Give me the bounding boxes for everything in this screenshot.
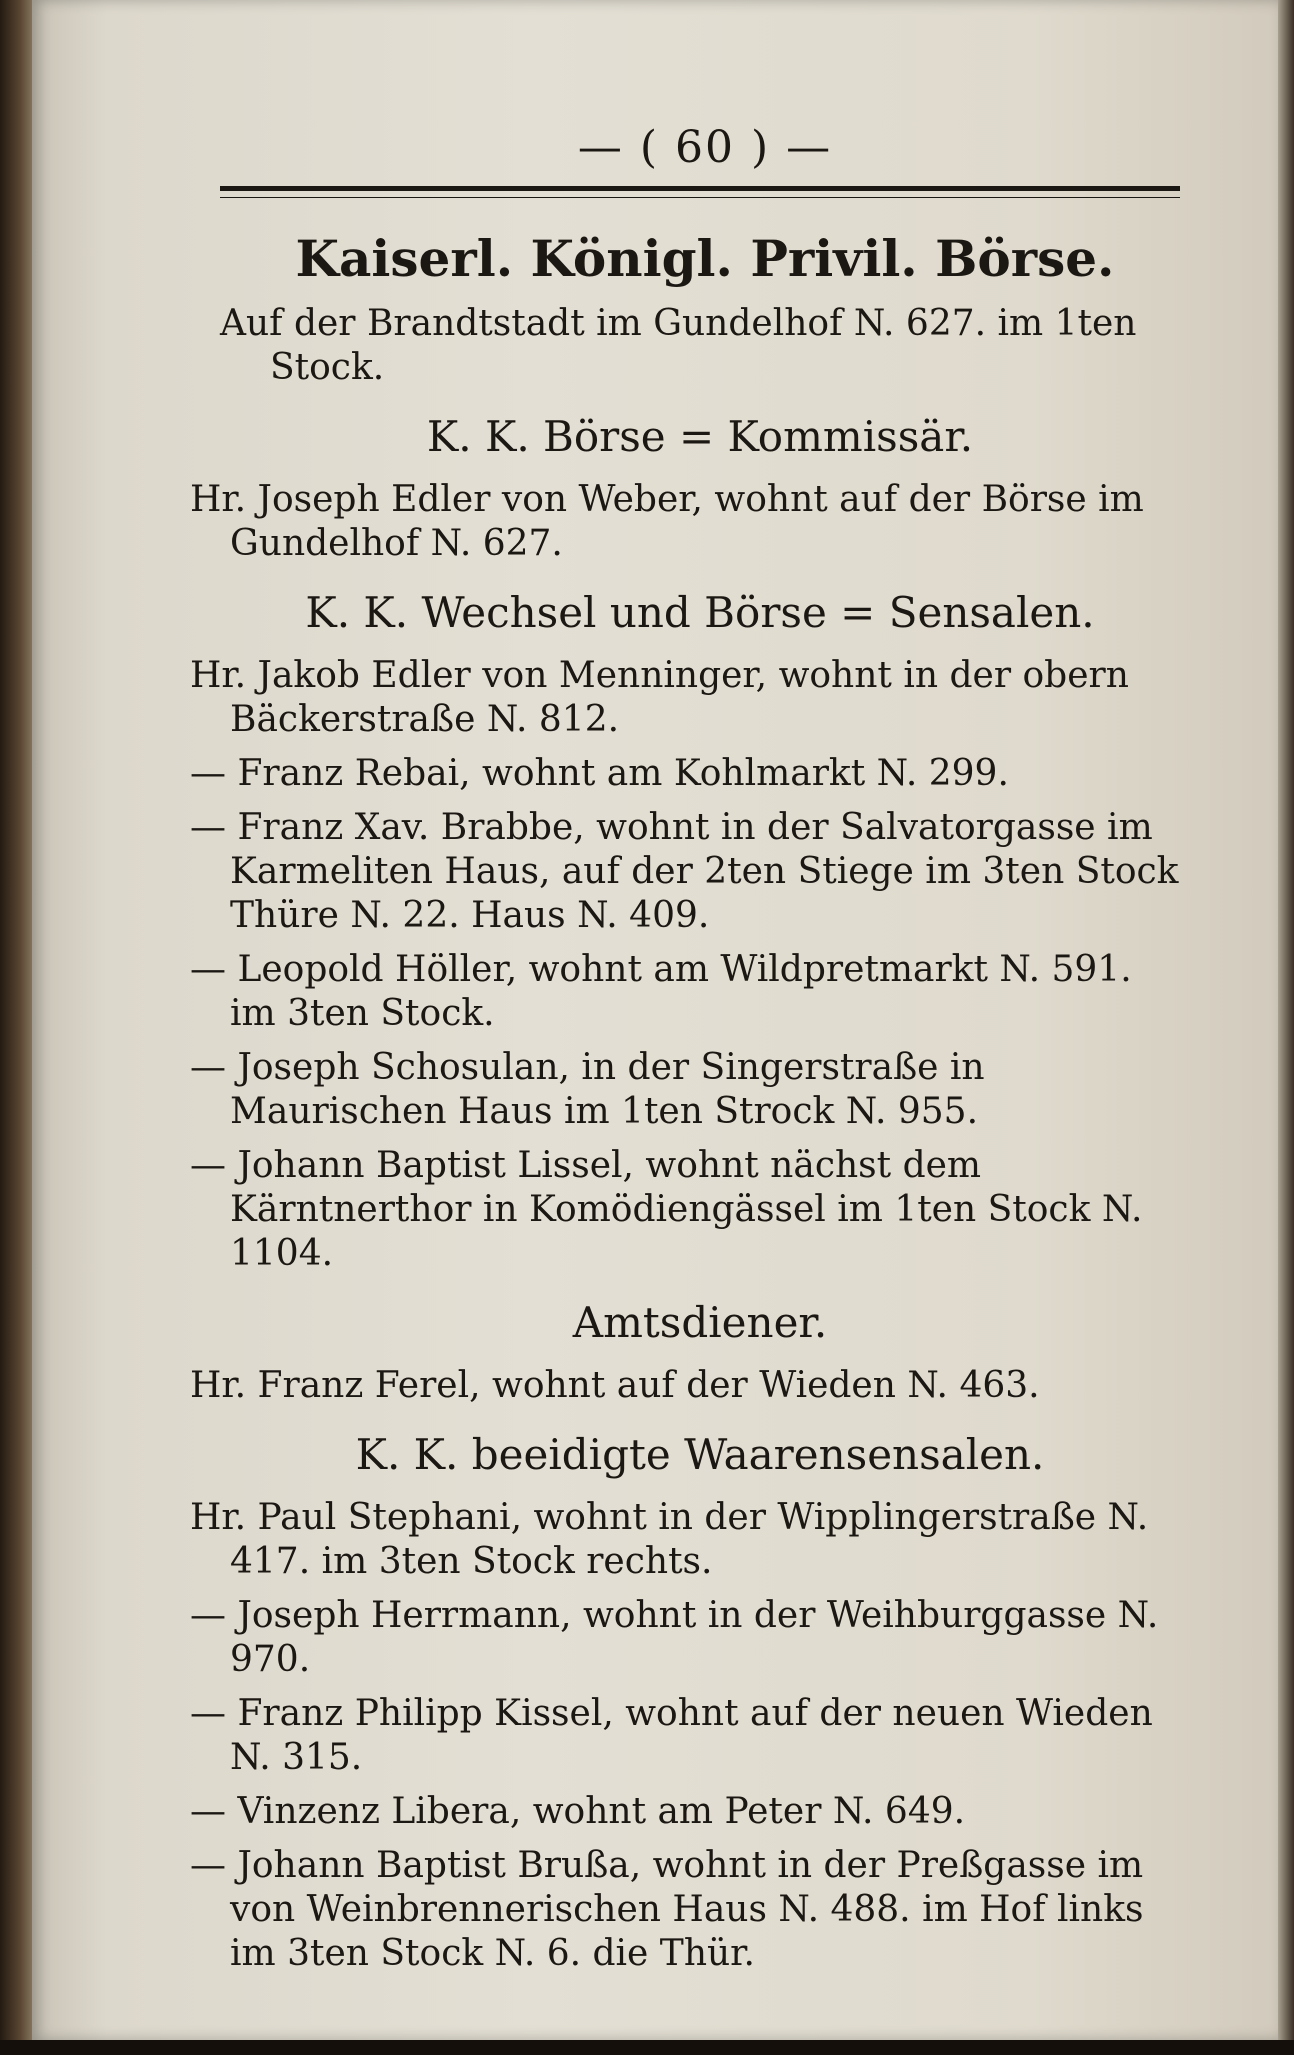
institution-address: Auf der Brandtstadt im Gundelhof N. 627. im 1ten Stock. bbox=[220, 303, 1137, 388]
page-title: Kaiserl. Königl. Privil. Börse. bbox=[295, 229, 1115, 288]
section-wechsel-sensalen bbox=[190, 586, 1180, 1276]
section-amtsdiener bbox=[190, 1296, 1180, 1408]
section-heading: K. K. Börse = Kommissär. bbox=[426, 412, 974, 461]
directory-entry: Hr. Paul Stephani, wohnt in der Wipplingerstraße N. 417. im 3ten Stock rechts. bbox=[190, 1497, 1149, 1582]
directory-entry: — Joseph Herrmann, wohnt in der Weihburggasse N. 970. bbox=[190, 1595, 1159, 1680]
directory-entry: Hr. Jakob Edler von Menninger, wohnt in der obern Bäckerstraße N. 812. bbox=[190, 655, 1129, 740]
header-rule bbox=[220, 186, 1180, 198]
directory-entry: — Franz Xav. Brabbe, wohnt in der Salvatorgasse im Karmeliten Haus, auf der 2ten Stiege im 3ten Stock Thüre N. 22. Haus N. 409. bbox=[190, 807, 1179, 936]
section-heading: K. K. Wechsel und Börse = Sensalen. bbox=[305, 588, 1095, 637]
directory-entry: — Vinzenz Libera, wohnt am Peter N. 649. bbox=[190, 1791, 966, 1832]
directory-entry: — Johann Baptist Brußa, wohnt in der Preßgasse im von Weinbrennerischen Haus N. 488. im Hof links im 3ten Stock N. 6. die Thür. bbox=[190, 1845, 1144, 1974]
section-heading: K. K. beeidigte Waarensensalen. bbox=[355, 1430, 1045, 1479]
section-heading: Amtsdiener. bbox=[572, 1298, 828, 1347]
directory-entry: — Joseph Schosulan, in der Singerstraße in Maurischen Haus im 1ten Strock N. 955. bbox=[190, 1047, 985, 1132]
page-number: — ( 60 ) — bbox=[577, 122, 833, 173]
page-text-block bbox=[190, 120, 1180, 1986]
directory-entry: Hr. Joseph Edler von Weber, wohnt auf der Börse im Gundelhof N. 627. bbox=[190, 479, 1144, 564]
page-bottom-edge bbox=[0, 2040, 1294, 2055]
section-waarensensalen bbox=[190, 1428, 1180, 1976]
section-boerse-kommissaer bbox=[190, 410, 1180, 566]
directory-entry: — Leopold Höller, wohnt am Wildpretmarkt N. 591. im 3ten Stock. bbox=[190, 949, 1132, 1034]
directory-entry: Hr. Franz Ferel, wohnt auf der Wieden N. 463. bbox=[190, 1365, 1040, 1406]
directory-entry: — Johann Baptist Lissel, wohnt nächst dem Kärntnerthor in Komödiengässel im 1ten Stock N. 1104. bbox=[190, 1145, 1143, 1274]
directory-entry: — Franz Philipp Kissel, wohnt auf der neuen Wieden N. 315. bbox=[190, 1693, 1153, 1778]
directory-entry: — Franz Rebai, wohnt am Kohlmarkt N. 299. bbox=[190, 753, 1009, 794]
book-spine-shadow bbox=[0, 0, 34, 2055]
page-right-edge bbox=[1278, 0, 1294, 2055]
